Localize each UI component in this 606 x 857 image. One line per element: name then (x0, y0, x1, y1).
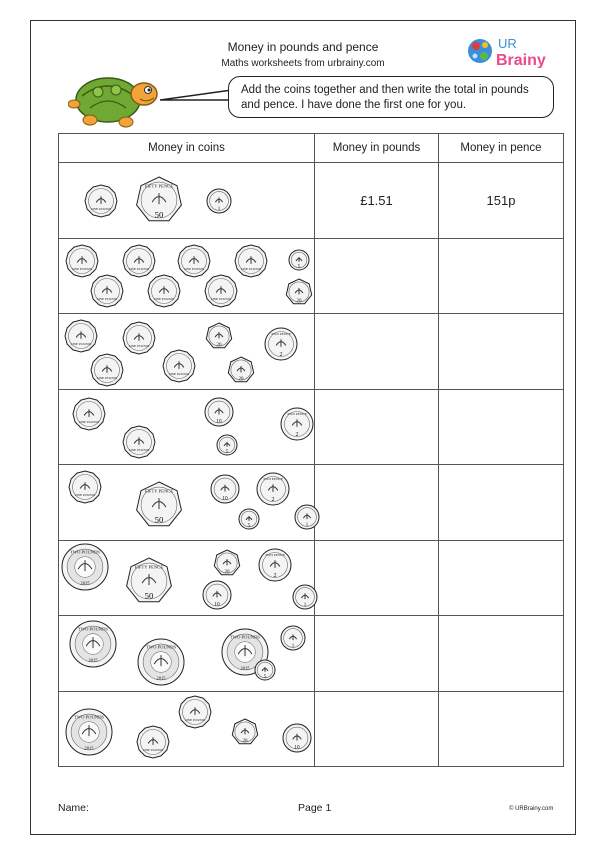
svg-text:1: 1 (291, 644, 295, 649)
two-pound-coin-icon (60, 542, 110, 592)
svg-text:FIFTY PENCE: FIFTY PENCE (144, 183, 174, 189)
one-pound-coin-icon (135, 724, 171, 760)
page-title: Money in pounds and pence (227, 40, 379, 54)
svg-text:2: 2 (271, 497, 275, 503)
ten-pence-coin-icon (281, 722, 313, 754)
svg-text:5: 5 (263, 674, 267, 680)
one-penny-coin-icon (293, 503, 321, 531)
table-row (59, 540, 564, 616)
svg-text:TWO PENCE: TWO PENCE (271, 332, 291, 337)
svg-text:50: 50 (154, 514, 164, 525)
svg-text:1: 1 (305, 523, 309, 528)
urbrainy-logo-icon (466, 34, 566, 68)
svg-text:10: 10 (294, 744, 300, 750)
svg-text:5: 5 (297, 264, 301, 269)
svg-text:TWO PENCE: TWO PENCE (287, 411, 307, 416)
pence-answer-cell[interactable] (439, 314, 564, 390)
table-row (59, 238, 564, 314)
table-row (59, 616, 564, 692)
table-row (59, 314, 564, 390)
one-pound-coin-icon (89, 273, 125, 309)
money-table (58, 133, 564, 767)
column-header-coins: Money in coins (59, 134, 315, 163)
pence-answer-cell[interactable] (439, 465, 564, 541)
twenty-pence-coin-icon (230, 717, 260, 747)
five-pence-coin-icon (237, 507, 261, 531)
two-pound-coin-icon (136, 637, 186, 687)
coins-cell (59, 389, 315, 465)
twenty-pence-coin-icon (226, 355, 256, 385)
svg-text:2: 2 (295, 431, 299, 438)
one-pound-coin-icon (203, 273, 239, 309)
two-pence-coin-icon (279, 406, 315, 442)
pounds-answer-cell[interactable] (315, 691, 439, 767)
fifty-pence-coin-icon (124, 556, 174, 606)
table-row (59, 691, 564, 767)
pounds-answer-cell[interactable] (315, 389, 439, 465)
pence-answer-cell[interactable] (439, 616, 564, 692)
column-header-pounds: Money in pounds (315, 134, 439, 163)
svg-text:ONE POUND: ONE POUND (128, 266, 150, 271)
svg-text:ONE POUND: ONE POUND (71, 266, 93, 271)
table-row (59, 163, 564, 239)
one-pound-coin-icon (177, 694, 213, 730)
one-pound-coin-icon (71, 396, 107, 432)
pence-answer-cell[interactable] (439, 540, 564, 616)
column-header-pence: Money in pence (439, 134, 564, 163)
two-pence-coin-icon (257, 547, 293, 583)
speech-bubble-tail (160, 86, 232, 104)
svg-text:2015: 2015 (84, 744, 94, 750)
pounds-answer-cell[interactable] (315, 465, 439, 541)
turtle-mascot-icon (68, 66, 160, 130)
one-pound-coin-icon (121, 424, 157, 460)
one-pound-coin-icon (146, 273, 182, 309)
one-penny-coin-icon (205, 187, 233, 215)
svg-text:2015: 2015 (88, 657, 98, 663)
svg-text:5: 5 (225, 449, 229, 454)
svg-text:FIFTY PENCE: FIFTY PENCE (144, 488, 174, 494)
svg-text:ONE POUND: ONE POUND (210, 296, 232, 301)
twenty-pence-coin-icon (204, 321, 234, 351)
two-pence-coin-icon (255, 471, 291, 507)
svg-text:2015: 2015 (156, 675, 166, 681)
pounds-answer-cell[interactable] (315, 616, 439, 692)
svg-text:10: 10 (216, 418, 222, 424)
svg-text:ONE POUND: ONE POUND (183, 266, 205, 271)
one-pound-coin-icon (161, 348, 197, 384)
ten-pence-coin-icon (209, 473, 241, 505)
coins-cell (59, 540, 315, 616)
coins-cell (59, 616, 315, 692)
svg-text:2015: 2015 (80, 579, 90, 585)
coins-cell (59, 314, 315, 390)
svg-text:FIFTY PENCE: FIFTY PENCE (134, 563, 164, 569)
svg-text:ONE POUND: ONE POUND (96, 296, 118, 301)
twenty-pence-coin-icon (212, 548, 242, 578)
one-pound-coin-icon (83, 183, 119, 219)
five-pence-coin-icon (215, 433, 239, 457)
svg-text:10: 10 (214, 601, 220, 607)
svg-text:ONE POUND: ONE POUND (74, 492, 96, 497)
one-penny-coin-icon (279, 624, 307, 652)
coins-cell (59, 465, 315, 541)
svg-text:TWO PENCE: TWO PENCE (265, 552, 285, 557)
five-pence-coin-icon (253, 658, 277, 682)
page-number: Page 1 (298, 802, 332, 814)
table-header-row (59, 134, 564, 163)
svg-text:20: 20 (216, 342, 222, 348)
svg-text:ONE POUND: ONE POUND (128, 343, 150, 348)
pounds-answer-cell[interactable] (315, 238, 439, 314)
svg-text:10: 10 (222, 495, 228, 502)
twenty-pence-coin-icon (284, 277, 314, 307)
one-penny-coin-icon (291, 583, 319, 611)
coins-cell (59, 163, 315, 239)
page-subtitle: Maths worksheets from urbrainy.com (221, 58, 385, 69)
one-pound-coin-icon (89, 352, 125, 388)
svg-text:ONE POUND: ONE POUND (142, 747, 164, 752)
svg-text:TWO PENCE: TWO PENCE (263, 477, 283, 482)
svg-text:50: 50 (144, 589, 154, 600)
svg-text:2: 2 (279, 352, 283, 358)
pounds-answer-cell[interactable] (315, 540, 439, 616)
pounds-answer-cell[interactable] (315, 314, 439, 390)
coins-cell (59, 691, 315, 767)
svg-text:ONE POUND: ONE POUND (70, 341, 92, 346)
svg-text:TWO POUNDS: TWO POUNDS (70, 549, 100, 555)
two-pound-coin-icon (68, 619, 118, 669)
table-row (59, 389, 564, 465)
svg-text:ONE POUND: ONE POUND (128, 447, 150, 452)
five-pence-coin-icon (287, 248, 311, 272)
coins-cell (59, 238, 315, 314)
logo-ur-text: UR (498, 36, 517, 51)
pence-answer-cell[interactable] (439, 238, 564, 314)
svg-text:20: 20 (296, 298, 302, 304)
svg-text:2015: 2015 (240, 665, 250, 671)
fifty-pence-coin-icon (134, 175, 184, 225)
svg-text:1: 1 (217, 207, 221, 212)
svg-text:TWO POUNDS: TWO POUNDS (74, 714, 104, 720)
svg-text:TWO POUNDS: TWO POUNDS (78, 626, 108, 632)
ten-pence-coin-icon (203, 396, 235, 428)
svg-text:20: 20 (242, 738, 248, 744)
two-pound-coin-icon (64, 707, 114, 757)
two-pence-coin-icon (263, 326, 299, 362)
svg-text:1: 1 (303, 602, 307, 608)
one-pound-coin-icon (63, 318, 99, 354)
pence-answer-cell[interactable] (439, 691, 564, 767)
one-pound-coin-icon (121, 320, 157, 356)
instruction-bubble: Add the coins together and then write the total in pounds and pence. I have done the first one for you. (228, 76, 554, 118)
name-label: Name: (58, 802, 89, 814)
svg-text:ONE POUND: ONE POUND (96, 375, 118, 380)
svg-text:20: 20 (224, 569, 230, 575)
svg-text:TWO POUNDS: TWO POUNDS (146, 644, 176, 650)
ten-pence-coin-icon (201, 579, 233, 611)
svg-text:ONE POUND: ONE POUND (184, 717, 206, 722)
svg-text:2: 2 (273, 572, 277, 579)
svg-text:ONE POUND: ONE POUND (153, 296, 175, 301)
logo-brainy-text: Brainy (496, 52, 546, 68)
svg-text:5: 5 (247, 523, 251, 529)
fifty-pence-coin-icon (134, 480, 184, 530)
svg-text:ONE POUND: ONE POUND (168, 371, 190, 376)
pounds-answer-cell[interactable]: £1.51 (315, 163, 439, 239)
table-row (59, 465, 564, 541)
svg-text:ONE POUND: ONE POUND (78, 419, 100, 424)
svg-text:ONE POUND: ONE POUND (90, 206, 112, 211)
svg-text:TWO POUNDS: TWO POUNDS (230, 634, 260, 640)
svg-text:20: 20 (238, 376, 244, 382)
one-pound-coin-icon (67, 469, 103, 505)
copyright-text: © URBrainy.com (509, 806, 554, 812)
svg-text:ONE POUND: ONE POUND (240, 266, 262, 271)
pence-answer-cell[interactable]: 151p (439, 163, 564, 239)
pence-answer-cell[interactable] (439, 389, 564, 465)
svg-text:50: 50 (154, 209, 164, 220)
